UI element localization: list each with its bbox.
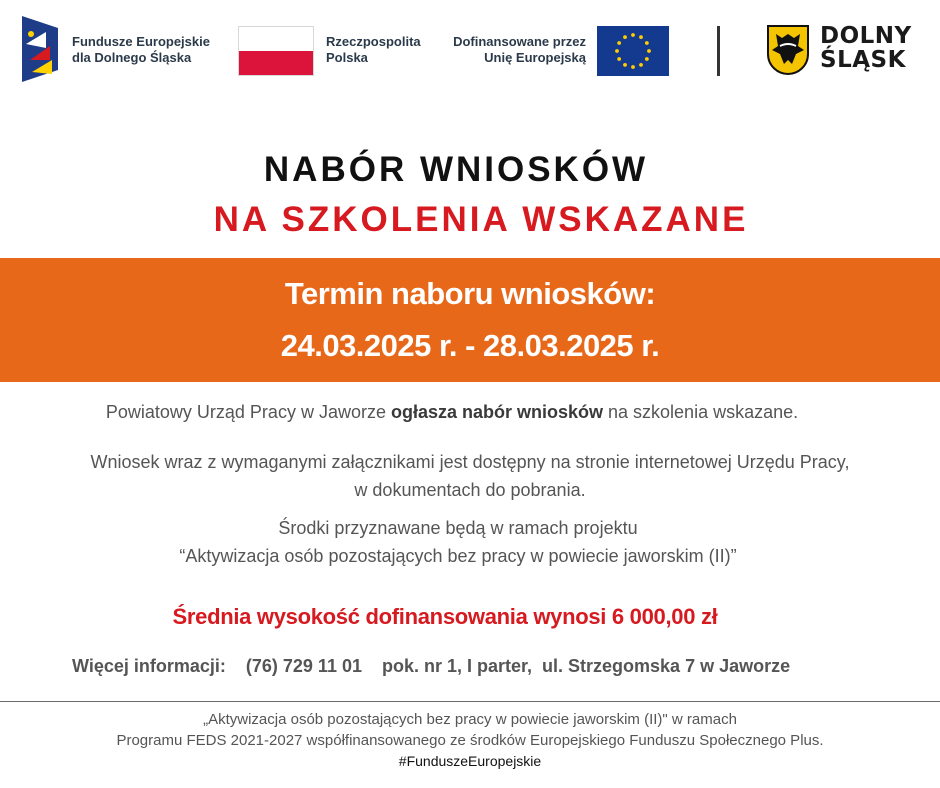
banner-dates: 24.03.2025 r. - 28.03.2025 r. (280, 328, 660, 363)
region-line2: ŚLĄSK (820, 47, 906, 73)
announcement-paragraph (0, 398, 904, 426)
contact-info: Więcej informacji: (76) 729 11 01 pok. nr 1, I parter, ul. Strzegomska 7 w Jaworze (72, 656, 791, 676)
pl-logo-text (326, 34, 421, 66)
availability-line1: Wniosek wraz z wymaganymi załącznikami jest dostępny na stronie internetowej Urzędu Pracy, (90, 452, 850, 472)
banner-title: Termin naboru wniosków: (284, 276, 656, 311)
fe-logo-line2: dla Dolnego Śląska (72, 50, 192, 65)
fe-logo-text (72, 34, 210, 66)
footer-line1: „Aktywizacja osób pozostających bez pracy w powiecie jaworskim (II)" w ramach (203, 711, 737, 728)
announcement-text-end: na szkolenia wskazane. (603, 402, 799, 422)
project-paragraph (0, 514, 916, 570)
logo-separator (717, 26, 720, 76)
availability-paragraph (0, 448, 940, 504)
announcement-text-start: Powiatowy Urząd Pracy w Jaworze (105, 402, 391, 422)
announcement-bold: ogłasza nabór wniosków (390, 402, 604, 422)
eu-logo-line1: Dofinansowane przez (453, 34, 586, 49)
fundusze-europejskie-logo-icon (22, 16, 58, 82)
eu-star-icon (647, 49, 651, 53)
eu-flag-icon (597, 26, 669, 76)
logo-bar (0, 0, 940, 110)
eu-star-icon (639, 63, 643, 67)
pl-logo-line1: Rzeczpospolita (326, 34, 421, 49)
eu-star-icon (631, 65, 635, 69)
dolny-slask-eagle-crest-icon (766, 24, 810, 76)
project-line1: Środki przyznawane będą w ramach projektu (278, 518, 638, 538)
eu-star-icon (631, 33, 635, 37)
funding-amount-highlight: Średnia wysokość dofinansowania wynosi 6 000,00 zł (172, 604, 718, 629)
eu-logo-text (446, 34, 586, 66)
footer-line2: Programu FEDS 2021-2027 współfinansowanego ze środków Europejskiego Funduszu Społecznego Plus. (116, 732, 824, 749)
dolny-slask-logo-text (820, 24, 912, 72)
eu-logo-line2: Unię Europejską (484, 50, 586, 65)
project-line2: “Aktywizacja osób pozostających bez pracy w powiecie jaworskim (II)” (179, 546, 737, 566)
fe-logo-line1: Fundusze Europejskie (72, 34, 210, 49)
region-line1: DOLNY (820, 23, 912, 49)
eu-star-icon (623, 63, 627, 67)
pl-logo-line2: Polska (326, 50, 368, 65)
eu-star-icon (617, 41, 621, 45)
eu-star-icon (623, 35, 627, 39)
poland-flag-icon (238, 26, 314, 76)
eu-star-icon (639, 35, 643, 39)
headline-line1: NABÓR WNIOSKÓW (263, 150, 649, 189)
eu-star-icon (645, 57, 649, 61)
eu-star-icon (645, 41, 649, 45)
eu-star-icon (617, 57, 621, 61)
footer-divider (0, 701, 940, 702)
availability-line2: w dokumentach do pobrania. (354, 480, 586, 500)
headline-line2: NA SZKOLENIA WSKAZANE (213, 200, 749, 239)
footer-text (0, 709, 940, 772)
eu-star-icon (615, 49, 619, 53)
footer-hashtag: #FunduszeEuropejskie (398, 753, 542, 769)
